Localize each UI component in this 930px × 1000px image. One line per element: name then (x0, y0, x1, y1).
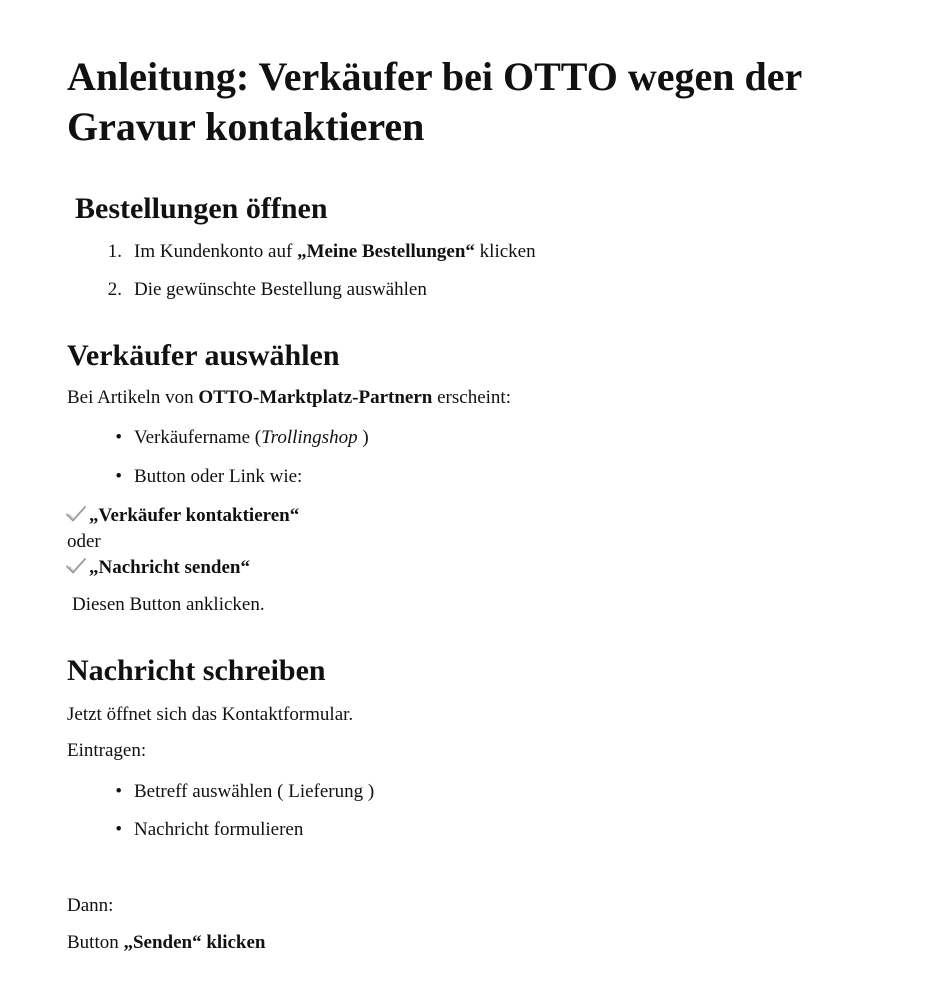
section-heading-verkaeufer: Verkäufer auswählen (67, 339, 340, 372)
option-nachricht-senden: „Nachricht senden“ (89, 557, 250, 578)
bold-text: „Meine Bestellungen“ (297, 241, 475, 262)
page-title: Anleitung: Verkäufer bei OTTO wegen der Gravur kontaktieren (67, 54, 802, 149)
bullet-marker: • (115, 427, 122, 448)
bullet-marker: • (115, 466, 122, 487)
paragraph-intro: Bei Artikeln von OTTO-Marktplatz-Partnern erscheint: (67, 387, 511, 408)
paragraph-kontaktformular: Jetzt öffnet sich das Kontaktformular. (67, 704, 354, 725)
paragraph-eintragen: Eintragen: (67, 740, 147, 761)
bullet-marker: • (115, 781, 122, 802)
or-text: oder (67, 531, 101, 552)
check-mark-icon (65, 557, 87, 575)
paragraph-final: Button „Senden“ klicken (67, 932, 266, 953)
section-heading-bestellungen: Bestellungen öffnen (75, 192, 328, 225)
list-marker: 1. (107, 241, 122, 262)
option-line-1 (65, 504, 299, 528)
section-heading-nachricht: Nachricht schreiben (67, 654, 326, 687)
option-line-2 (65, 556, 250, 580)
bold-text: OTTO-Marktplatz-Partnern (198, 387, 433, 408)
document-page: Anleitung: Verkäufer bei OTTO wegen der Gravur kontaktieren Bestellungen öffnen 1. Im Kundenkonto auf „Meine Bestellungen“ klicken 2. Die gewünschte Bestellung auswählen Verkäufer auswählen Bei Artikeln von OTTO-Marktplatz-Partnern erscheint: • Verkäufername (Trollingshop ) • Button oder Link wie: „Verkäufer kontaktieren“ oder „Nachricht senden“ Diesen Button anklicken. Nachricht schreiben Jetzt öffnet sich das Kontaktformular. Eintragen: • Betreff auswählen ( Lieferung ) • Nachricht formulieren Dann: Button „Senden“ klicken (0, 0, 930, 1000)
bullet-marker: • (115, 819, 122, 840)
option-verkaeufer-kontaktieren: „Verkäufer kontaktieren“ (89, 505, 300, 526)
action-text: Diesen Button anklicken. (72, 594, 265, 615)
paragraph-dann: Dann: (67, 895, 114, 916)
bold-text: „Senden“ klicken (123, 932, 266, 953)
check-mark-icon (65, 505, 87, 523)
seller-name: Trollingshop (261, 427, 358, 448)
list-marker: 2. (107, 279, 122, 300)
